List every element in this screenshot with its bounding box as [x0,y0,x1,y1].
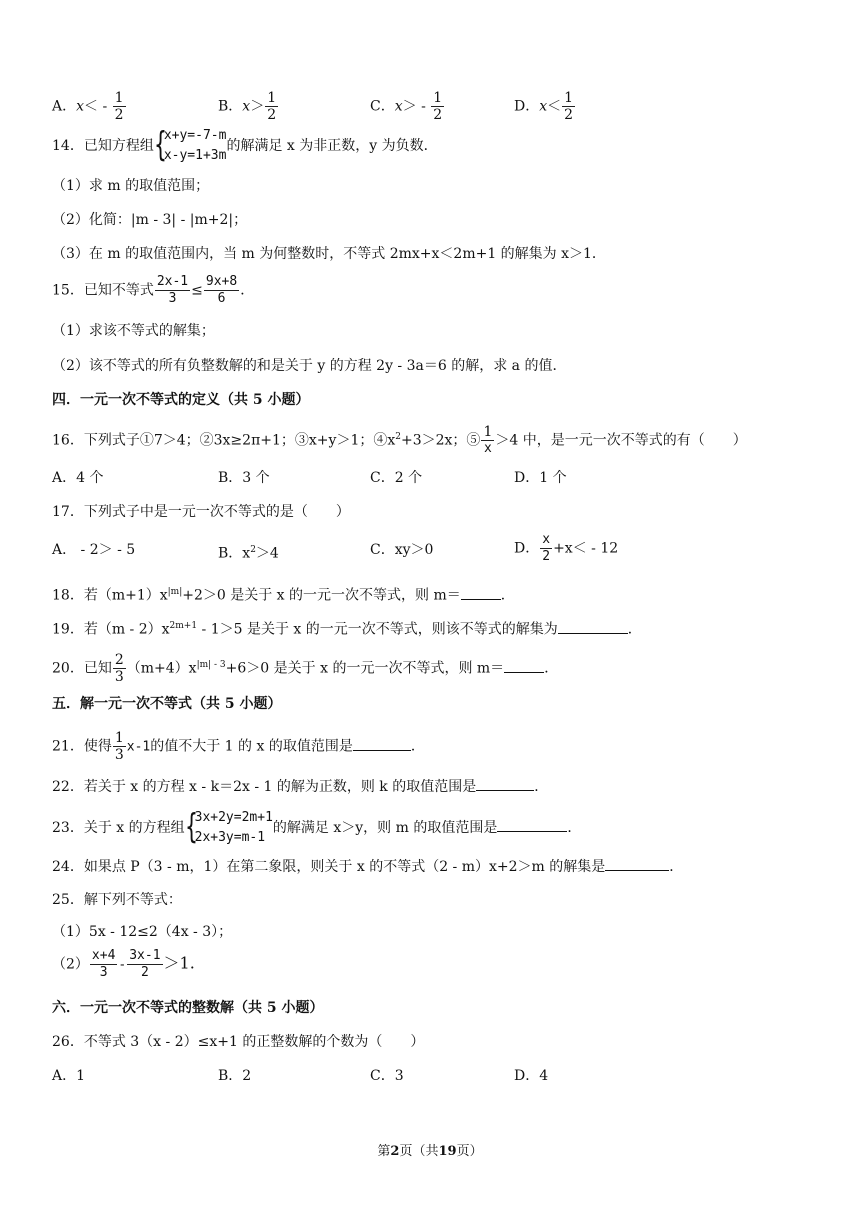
answer-blank [497,817,567,832]
equation-system: { 3x+2y=2m+1 2x+3y=m-1 [184,807,273,847]
q13-option-d: D．x＜ $\frac{1}{2}$ [514,90,574,123]
section-6-title: 六．一元一次不等式的整数解（共 5 小题） [52,1000,324,1016]
q22-stem: 22．若关于 x 的方程 x - k＝2x - 1 的解为正数，则 k 的取值范围是 ． [52,776,548,797]
q17-option-c: C．xy＞0 [370,542,434,558]
q24-stem: 24．如果点 P（3 - m，1）在第二象限，则关于 x 的不等式（2 - m）x+2＞m 的解集是 ． [52,856,683,877]
q13-option-b: B．x＞ $\frac{1}{2}$ [218,90,277,123]
q16-option-c: C．2 个 [370,470,423,486]
q13-option-c: C．x＞ - $\frac{1}{2}$ [370,90,443,123]
q15-part-2: （2）该不等式的所有负整数解的和是关于 y 的方程 2y - 3a＝6 的解，求 a 的值． [52,358,567,374]
q15-part-1: （1）求该不等式的解集； [52,323,215,339]
q25-part-2: （2） $\frac{x+4}{3}$ - $\frac{3x-1}{2}$ ＞1. [52,948,195,980]
q16-option-a: A．4 个 [52,470,104,486]
q17-option-d: D． $\frac{x}{2}$ +x＜ - 12 [514,532,619,564]
q14-part-2: （2）化简：|m - 3| - |m+2|； [52,212,248,228]
q16-option-d: D．1 个 [514,470,567,486]
q26-option-b: B．2 [218,1068,252,1084]
q14-part-3: （3）在 m 的取值范围内，当 m 为何整数时，不等式 2mx+x＜2m+1 的解集为 x＞1． [52,246,606,262]
q23-stem: 23．关于 x 的方程组 { 3x+2y=2m+1 2x+3y=m-1 的解满足 x＞y，则 m 的取值范围是 ． [52,807,582,847]
q15-stem: 15．已知不等式 $\frac{2x-1}{3}$ ≤ $\frac{9x+8}{6}$ ． [52,274,255,306]
q26-option-c: C．3 [370,1068,404,1084]
answer-blank [558,619,628,634]
equation-system: { x+y=-7-m x-y=1+3m [153,125,227,165]
q25-stem: 25．解下列不等式： [52,892,182,908]
q16-option-b: B．3 个 [218,470,270,486]
q18-stem: 18．若$(m+1)x^{|m|}+2>0$ 是关于 x 的一元一次不等式，则 m＝ ． [52,582,515,606]
q17-stem: 17．下列式子中是一元一次不等式的是（ ） [52,504,350,520]
q26-option-d: D．4 [514,1068,549,1084]
answer-blank [461,585,501,600]
q13-option-a: A．x＜ - $\frac{1}{2}$ [52,90,124,123]
q16-stem: 16．下列式子①7＞4；②3x≥2π+1；③x+y＞1；$④x^2+3>2x$；⑤ $\frac{1}{x}$ ＞4 中，是一元一次不等式的有（ ） [52,424,747,456]
answer-blank [353,736,411,751]
page-footer: 第2页（共19页） [377,1144,483,1159]
q21-stem: 21．使得 $\frac{1}{3}$ x-1的值不大于 1 的 x 的取值范围是 ． [52,730,425,763]
section-4-title: 四．一元一次不等式的定义（共 5 小题） [52,392,310,408]
q20-stem: 20．已知 $\frac{2}{3}$ $(m+4)x^{|m| - 3}+6>0$ 是关于 x 的一元一次不等式，则 m＝ ． [52,652,559,685]
answer-blank [504,658,544,673]
q26-stem: 26．不等式 3（x - 2）≤x+1 的正整数解的个数为（ ） [52,1034,425,1050]
q19-stem: 19．若$(m - 2)x^{2m+1} - 1>5$ 是关于 x 的一元一次不等式，则该不等式的解集为 ． [52,616,642,640]
q14-part-1: （1）求 m 的取值范围； [52,178,210,194]
q17-option-b: B．$x^2>4$ [218,545,279,562]
answer-blank [605,856,669,871]
q17-option-a: A． - 2＞ - 5 [52,542,136,558]
q25-part-1: （1）5x - 12≤2（4x - 3）； [52,924,233,940]
q26-option-a: A．1 [52,1068,86,1084]
q14-stem: 14．已知方程组 { x+y=-7-m x-y=1+3m 的解满足 x 为非正数，y 为负数． [52,125,438,165]
answer-blank [476,776,534,791]
section-5-title: 五．解一元一次不等式（共 5 小题） [52,696,282,712]
